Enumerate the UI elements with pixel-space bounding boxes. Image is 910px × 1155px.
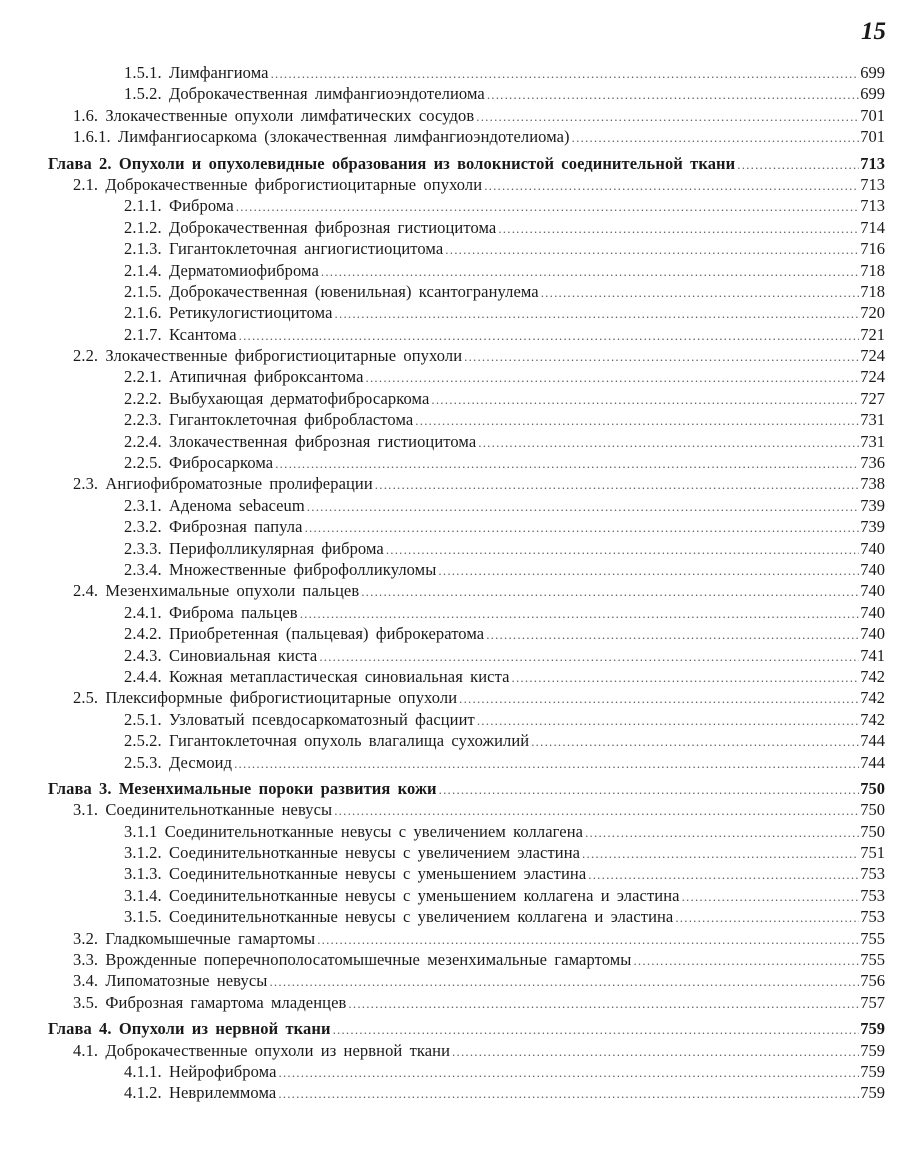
dot-leader [633, 950, 859, 971]
toc-entry-number: 1.6. [73, 105, 99, 125]
dot-leader [585, 822, 859, 843]
toc-entry-label [73, 970, 268, 991]
toc-entry-title: Доброкачественная фиброзная гистиоцитома [168, 217, 497, 237]
toc-entry[interactable] [0, 217, 910, 238]
toc-entry-title: Злокачественные фиброгистиоцитарные опухоли [105, 346, 463, 366]
toc-entry-number: 2.4.1. [124, 602, 162, 622]
dot-leader [512, 667, 860, 688]
toc-entry-page: 716 [860, 239, 885, 259]
toc-entry-title: Соединительнотканные невусы с увеличением коллагена [164, 821, 584, 841]
toc-entry-label [124, 666, 511, 687]
toc-entry[interactable] [0, 1082, 910, 1103]
toc-entry-title: Перифолликулярная фиброма [168, 538, 384, 558]
toc-entry[interactable] [0, 928, 910, 949]
toc-entry-title: Мезенхимальные пороки развития кожи [118, 778, 437, 798]
dot-leader [439, 779, 860, 800]
toc-entry-title: Ксантома [168, 324, 237, 344]
dot-leader [531, 731, 859, 752]
toc-entry-label [124, 409, 414, 430]
dot-leader [737, 154, 859, 175]
toc-entry-page: 753 [860, 907, 885, 927]
dot-leader [300, 603, 860, 624]
toc-entry-page: 718 [860, 281, 885, 301]
toc-entry-page: 701 [860, 105, 885, 125]
toc-entry-number: 2.1.6. [124, 303, 162, 323]
dot-leader [675, 907, 859, 928]
toc-entry-label [124, 195, 235, 216]
toc-entry-page: 739 [860, 517, 885, 537]
toc-entry-page: 713 [860, 196, 885, 216]
toc-entry-number: 2.5.1. [124, 709, 162, 729]
toc-entry[interactable] [0, 495, 910, 516]
toc-entry-title: Ангиофиброматозные пролиферации [105, 474, 373, 494]
dot-leader [361, 581, 859, 602]
toc-entry-title: Опухоли и опухолевидные образования из волокнистой соединительной ткани [118, 153, 736, 173]
toc-entry-number: 3.1.2. [124, 843, 162, 863]
toc-entry-label [124, 863, 587, 884]
toc-entry[interactable] [0, 1040, 910, 1061]
toc-entry-title: Плексиформные фиброгистиоцитарные опухоли [105, 688, 458, 708]
toc-entry-label [48, 153, 736, 174]
toc-entry-title: Злокачественные опухоли лимфатических сосудов [105, 105, 475, 125]
toc-entry-page: 718 [860, 260, 885, 280]
toc-entry-page: 699 [860, 84, 885, 104]
toc-entry-page: 720 [860, 303, 885, 323]
toc-entry-label [73, 105, 475, 126]
toc-entry[interactable] [0, 195, 910, 216]
toc-entry-page: 740 [860, 538, 885, 558]
toc-entry-page: 713 [860, 153, 885, 173]
toc-entry[interactable] [0, 970, 910, 991]
toc-entry-title: Доброкачественная (ювенильная) ксантогранулема [168, 281, 539, 301]
toc-entry-label [124, 302, 334, 323]
toc-entry-page: 713 [860, 174, 885, 194]
toc-entry-label [124, 906, 674, 927]
toc-chapter-entry[interactable] [0, 153, 910, 174]
toc-entry[interactable] [0, 559, 910, 580]
dot-leader [366, 367, 860, 388]
dot-leader [269, 971, 859, 992]
dot-leader [334, 800, 859, 821]
toc-entry-title: Узловатый псевдосаркоматозный фасциит [168, 709, 475, 729]
dot-leader [275, 453, 859, 474]
toc-entry-number: 3.5. [73, 992, 99, 1012]
dot-leader [321, 261, 859, 282]
toc-entry-number: 2.3.2. [124, 517, 162, 537]
toc-entry-number: 2.3.4. [124, 559, 162, 579]
toc-entry-label [124, 260, 320, 281]
dot-leader [236, 196, 859, 217]
dot-leader [438, 560, 859, 581]
toc-entry-number: 2.5.2. [124, 731, 162, 751]
toc-entry-number: 1.5.2. [124, 84, 162, 104]
toc-entry-page: 740 [860, 581, 885, 601]
toc-entry-title: Мезенхимальные опухоли пальцев [105, 581, 360, 601]
toc-entry-title: Ретикулогистиоцитома [168, 303, 333, 323]
toc-entry[interactable] [0, 709, 910, 730]
toc-entry[interactable] [0, 345, 910, 366]
toc-entry-title: Соединительнотканные невусы с увеличением коллагена и эластина [168, 907, 674, 927]
dot-leader [348, 993, 859, 1014]
dot-leader [588, 864, 859, 885]
toc-entry-label [124, 83, 486, 104]
toc-entry-page: 755 [860, 928, 885, 948]
toc-entry[interactable] [0, 83, 910, 104]
toc-entry-page: 759 [860, 1061, 885, 1081]
toc-entry-page: 724 [860, 367, 885, 387]
toc-entry-page: 755 [860, 950, 885, 970]
toc-entry-number: 2.2.3. [124, 410, 162, 430]
toc-entry-number: 2.3. [73, 474, 99, 494]
dot-leader [486, 624, 859, 645]
toc-entry-label [124, 1061, 278, 1082]
toc-entry-number: 2.4. [73, 581, 99, 601]
toc-entry-number: 2.1.1. [124, 196, 162, 216]
toc-entry-label [48, 1018, 332, 1039]
toc-entry[interactable] [0, 388, 910, 409]
toc-entry-number: 2.4.4. [124, 666, 162, 686]
toc-entry-page: 742 [860, 688, 885, 708]
toc-entry[interactable] [0, 366, 910, 387]
dot-leader [278, 1083, 859, 1104]
dot-leader [484, 175, 859, 196]
toc-entry-page: 699 [860, 63, 885, 82]
toc-entry-label [124, 217, 497, 238]
toc-entry[interactable] [0, 949, 910, 970]
toc-entry-page: 731 [860, 431, 885, 451]
toc-entry-title: Липоматозные невусы [105, 971, 268, 991]
toc-entry-number: 2.1.3. [124, 239, 162, 259]
toc-entry-number: 3.2. [73, 928, 99, 948]
dot-leader [279, 1062, 860, 1083]
dot-leader [319, 646, 859, 667]
toc-entry-title: Соединительнотканные невусы с уменьшением коллагена и эластина [168, 885, 680, 905]
toc-entry-title: Соединительнотканные невусы [105, 800, 333, 820]
toc-entry-title: Кожная метапластическая синовиальная киста [168, 666, 510, 686]
toc-entry-title: Врожденные поперечнополосатомышечные мезенхимальные гамартомы [105, 950, 632, 970]
dot-leader [572, 127, 860, 148]
toc-entry-title: Соединительнотканные невусы с уменьшением эластина [168, 864, 587, 884]
toc-entry-page: 714 [860, 217, 885, 237]
toc-entry-number: 2.5. [73, 688, 99, 708]
toc-entry-label [124, 752, 233, 773]
toc-entry[interactable] [0, 431, 910, 452]
toc-entry-title: Фиброзная папула [168, 517, 303, 537]
toc-entry-label [48, 778, 438, 799]
toc-entry-number: 2.1.4. [124, 260, 162, 280]
dot-leader [541, 282, 860, 303]
toc-entry-title: Дерматомиофиброма [168, 260, 319, 280]
toc-entry[interactable] [0, 863, 910, 884]
dot-leader [464, 346, 859, 367]
toc-entry-page: 738 [860, 474, 885, 494]
toc-entry[interactable] [0, 730, 910, 751]
dot-leader [487, 84, 859, 105]
toc-entry-label [73, 687, 458, 708]
toc-entry-number: Глава 3. [48, 778, 112, 798]
toc-entry-label [124, 559, 437, 580]
toc-entry-number: 2.2.1. [124, 367, 162, 387]
toc-entry-page: 740 [860, 624, 885, 644]
dot-leader [333, 1019, 860, 1040]
toc-entry-title: Аденома sebaceum [168, 495, 305, 515]
toc-entry-number: 2.2. [73, 346, 99, 366]
toc-entry-number: 2.1. [73, 174, 99, 194]
toc-entry-title: Опухоли из нервной ткани [118, 1019, 331, 1039]
toc-entry-label [73, 799, 333, 820]
toc-entry[interactable] [0, 174, 910, 195]
toc-entry-title: Гигантоклеточная ангиогистиоцитома [168, 239, 444, 259]
toc-entry-label [124, 709, 476, 730]
toc-entry-label [124, 623, 485, 644]
toc-entry-page: 759 [860, 1019, 885, 1039]
toc-entry-title: Выбухающая дерматофибросаркома [168, 388, 430, 408]
toc-entry-page: 750 [860, 800, 885, 820]
toc-entry[interactable] [0, 842, 910, 863]
toc-entry-number: 2.2.5. [124, 453, 162, 473]
toc-entry-number: Глава 2. [48, 153, 112, 173]
toc-entry-label [124, 1082, 277, 1103]
toc-entry[interactable] [0, 302, 910, 323]
toc-entry-page: 742 [860, 666, 885, 686]
toc-entry-page: 750 [860, 821, 885, 841]
toc-entry-label [73, 949, 632, 970]
toc-entry-label [124, 538, 385, 559]
toc-entry-title: Фибросаркома [168, 453, 274, 473]
toc-entry-label [124, 645, 318, 666]
toc-entry-page: 740 [860, 602, 885, 622]
toc-entry-page: 721 [860, 324, 885, 344]
toc-entry-title: Лимфангиома [168, 63, 269, 82]
toc-entry-number: 3.3. [73, 950, 99, 970]
toc-entry-page: 751 [860, 843, 885, 863]
dot-leader [335, 303, 860, 324]
toc-entry[interactable] [0, 623, 910, 644]
toc-entry-title: Лимфангиосаркома (злокачественная лимфангиоэндотелиома) [117, 127, 570, 147]
toc-entry-label [124, 842, 581, 863]
toc-entry[interactable] [0, 260, 910, 281]
toc-entry-title: Гигантоклеточная опухоль влагалища сухожилий [168, 731, 530, 751]
toc-entry-number: 4.1.1. [124, 1061, 162, 1081]
toc-entry-page: 701 [860, 127, 885, 147]
dot-leader [386, 539, 859, 560]
toc-entry-number: 2.3.3. [124, 538, 162, 558]
toc-entry-label [73, 992, 347, 1013]
toc-entry-number: 2.4.2. [124, 624, 162, 644]
toc-entry[interactable] [0, 645, 910, 666]
toc-entry-page: 757 [860, 992, 885, 1012]
toc-entry-number: 3.4. [73, 971, 99, 991]
toc-entry-title: Гигантоклеточная фибробластома [168, 410, 414, 430]
dot-leader [459, 688, 859, 709]
toc-entry-number: 2.2.2. [124, 388, 162, 408]
toc-entry-label [124, 452, 274, 473]
toc-entry-title: Злокачественная фиброзная гистиоцитома [168, 431, 477, 451]
toc-entry-title: Гладкомышечные гамартомы [105, 928, 316, 948]
toc-entry-label [124, 431, 477, 452]
toc-entry[interactable] [0, 602, 910, 623]
toc-entry-page: 742 [860, 709, 885, 729]
toc-entry-label [73, 174, 483, 195]
toc-entry-page: 740 [860, 559, 885, 579]
dot-leader [375, 474, 859, 495]
toc-entry[interactable] [0, 473, 910, 494]
dot-leader [682, 886, 860, 907]
dot-leader [478, 432, 859, 453]
toc-entry-title: Соединительнотканные невусы с увеличением эластина [168, 843, 581, 863]
toc-entry-number: 3.1. [73, 800, 99, 820]
page-number: 15 [861, 18, 886, 45]
toc-entry[interactable] [0, 324, 910, 345]
toc-entry-page: 753 [860, 885, 885, 905]
toc-entry-label [124, 366, 365, 387]
toc-entry-number: 2.1.5. [124, 281, 162, 301]
toc-entry-number: 1.6.1. [73, 127, 111, 147]
toc-entry-label [73, 580, 360, 601]
dot-leader [415, 410, 859, 431]
dot-leader [582, 843, 859, 864]
toc-entry-number: 2.5.3. [124, 752, 162, 772]
toc-entry[interactable] [0, 452, 910, 473]
toc-entry-title: Атипичная фиброксантома [168, 367, 364, 387]
toc-chapter-entry[interactable] [0, 778, 910, 799]
toc-entry[interactable] [0, 538, 910, 559]
dot-leader [498, 218, 859, 239]
dot-leader [452, 1041, 859, 1062]
toc-entry[interactable] [0, 799, 910, 820]
toc-entry-title: Фиброзная гамартома младенцев [105, 992, 347, 1012]
toc-entry-page: 756 [860, 971, 885, 991]
toc-entry[interactable] [0, 821, 910, 842]
toc-entry-page: 724 [860, 346, 885, 366]
toc-entry-page: 727 [860, 388, 885, 408]
toc-entry-label [124, 495, 306, 516]
toc-entry-page: 744 [860, 752, 885, 772]
toc-entry-page: 731 [860, 410, 885, 430]
dot-leader [239, 325, 860, 346]
toc-entry-number: 3.1.4. [124, 885, 162, 905]
toc-entry-number: 1.5.1. [124, 63, 162, 82]
toc-entry-number: 2.1.7. [124, 324, 162, 344]
toc-entry-label [124, 238, 444, 259]
toc-entry-title: Нейрофиброма [168, 1061, 277, 1081]
toc-entry-title: Доброкачественные фиброгистиоцитарные опухоли [105, 174, 483, 194]
toc-entry-page: 753 [860, 864, 885, 884]
dot-leader [445, 239, 859, 260]
toc-entry-number: 4.1. [73, 1040, 99, 1060]
dot-leader [477, 710, 859, 731]
toc-entry-title: Доброкачественная лимфангиоэндотелиома [168, 84, 485, 104]
toc-entry[interactable] [0, 281, 910, 302]
dot-leader [234, 753, 859, 774]
dot-leader [305, 517, 860, 538]
toc-entry-page: 736 [860, 453, 885, 473]
toc-entry-number: 2.4.3. [124, 645, 162, 665]
toc-entry-number: 2.3.1. [124, 495, 162, 515]
toc-entry-label [73, 1040, 451, 1061]
dot-leader [317, 929, 859, 950]
toc-entry-label [124, 388, 430, 409]
toc-entry-number: Глава 4. [48, 1019, 112, 1039]
toc-entry-number: 2.1.2. [124, 217, 162, 237]
toc-entry-title: Приобретенная (пальцевая) фиброкератома [168, 624, 485, 644]
toc-entry-page: 750 [860, 778, 885, 798]
toc-chapter-entry[interactable] [0, 1018, 910, 1039]
toc-entry-number: 3.1.3. [124, 864, 162, 884]
toc-entry-number: 3.1.5. [124, 907, 162, 927]
toc-entry-title: Множественные фиброфолликуломы [168, 559, 437, 579]
toc-entry[interactable] [0, 666, 910, 687]
toc-entry-label [124, 324, 238, 345]
toc-entry-label [124, 281, 540, 302]
toc-entry-label [124, 821, 584, 842]
toc-entry-label [124, 602, 299, 623]
toc-entry[interactable] [0, 238, 910, 259]
toc-entry-page: 759 [860, 1040, 885, 1060]
toc-entry-label [124, 730, 530, 751]
toc-entry-label [73, 928, 316, 949]
toc-entry-title: Синовиальная киста [168, 645, 318, 665]
dot-leader [271, 63, 860, 84]
toc-entry-label [124, 885, 681, 906]
toc-entry-title: Фиброма [168, 196, 234, 216]
toc-entry[interactable] [0, 992, 910, 1013]
toc-entry-title: Фиброма пальцев [168, 602, 298, 622]
toc-entry-number: 4.1.2. [124, 1083, 162, 1103]
toc-entry-page: 759 [860, 1083, 885, 1103]
toc-entry-label [73, 126, 571, 147]
toc-entry-label [73, 473, 374, 494]
toc-entry-label [124, 516, 304, 537]
toc-entry[interactable] [0, 906, 910, 927]
toc-entry-page: 741 [860, 645, 885, 665]
toc-entry[interactable] [0, 409, 910, 430]
toc-entry-number: 3.1.1 [124, 821, 158, 841]
toc-entry[interactable] [0, 105, 910, 126]
toc-entry[interactable] [0, 126, 910, 147]
toc-entry-number: 2.2.4. [124, 431, 162, 451]
table-of-contents [0, 62, 910, 1104]
toc-entry[interactable] [0, 752, 910, 773]
toc-entry-title: Неврилеммома [168, 1083, 277, 1103]
toc-entry-page: 744 [860, 731, 885, 751]
toc-entry-label [73, 345, 463, 366]
toc-entry-page: 739 [860, 495, 885, 515]
toc-entry[interactable] [0, 885, 910, 906]
dot-leader [431, 389, 859, 410]
dot-leader [476, 106, 859, 127]
toc-entry-title: Десмоид [168, 752, 233, 772]
dot-leader [307, 496, 859, 517]
toc-entry[interactable] [0, 516, 910, 537]
toc-entry[interactable] [0, 62, 910, 83]
toc-entry[interactable] [0, 1061, 910, 1082]
toc-entry[interactable] [0, 687, 910, 708]
toc-entry-title: Доброкачественные опухоли из нервной ткани [105, 1040, 451, 1060]
toc-entry[interactable] [0, 580, 910, 601]
toc-entry-label [124, 62, 270, 83]
